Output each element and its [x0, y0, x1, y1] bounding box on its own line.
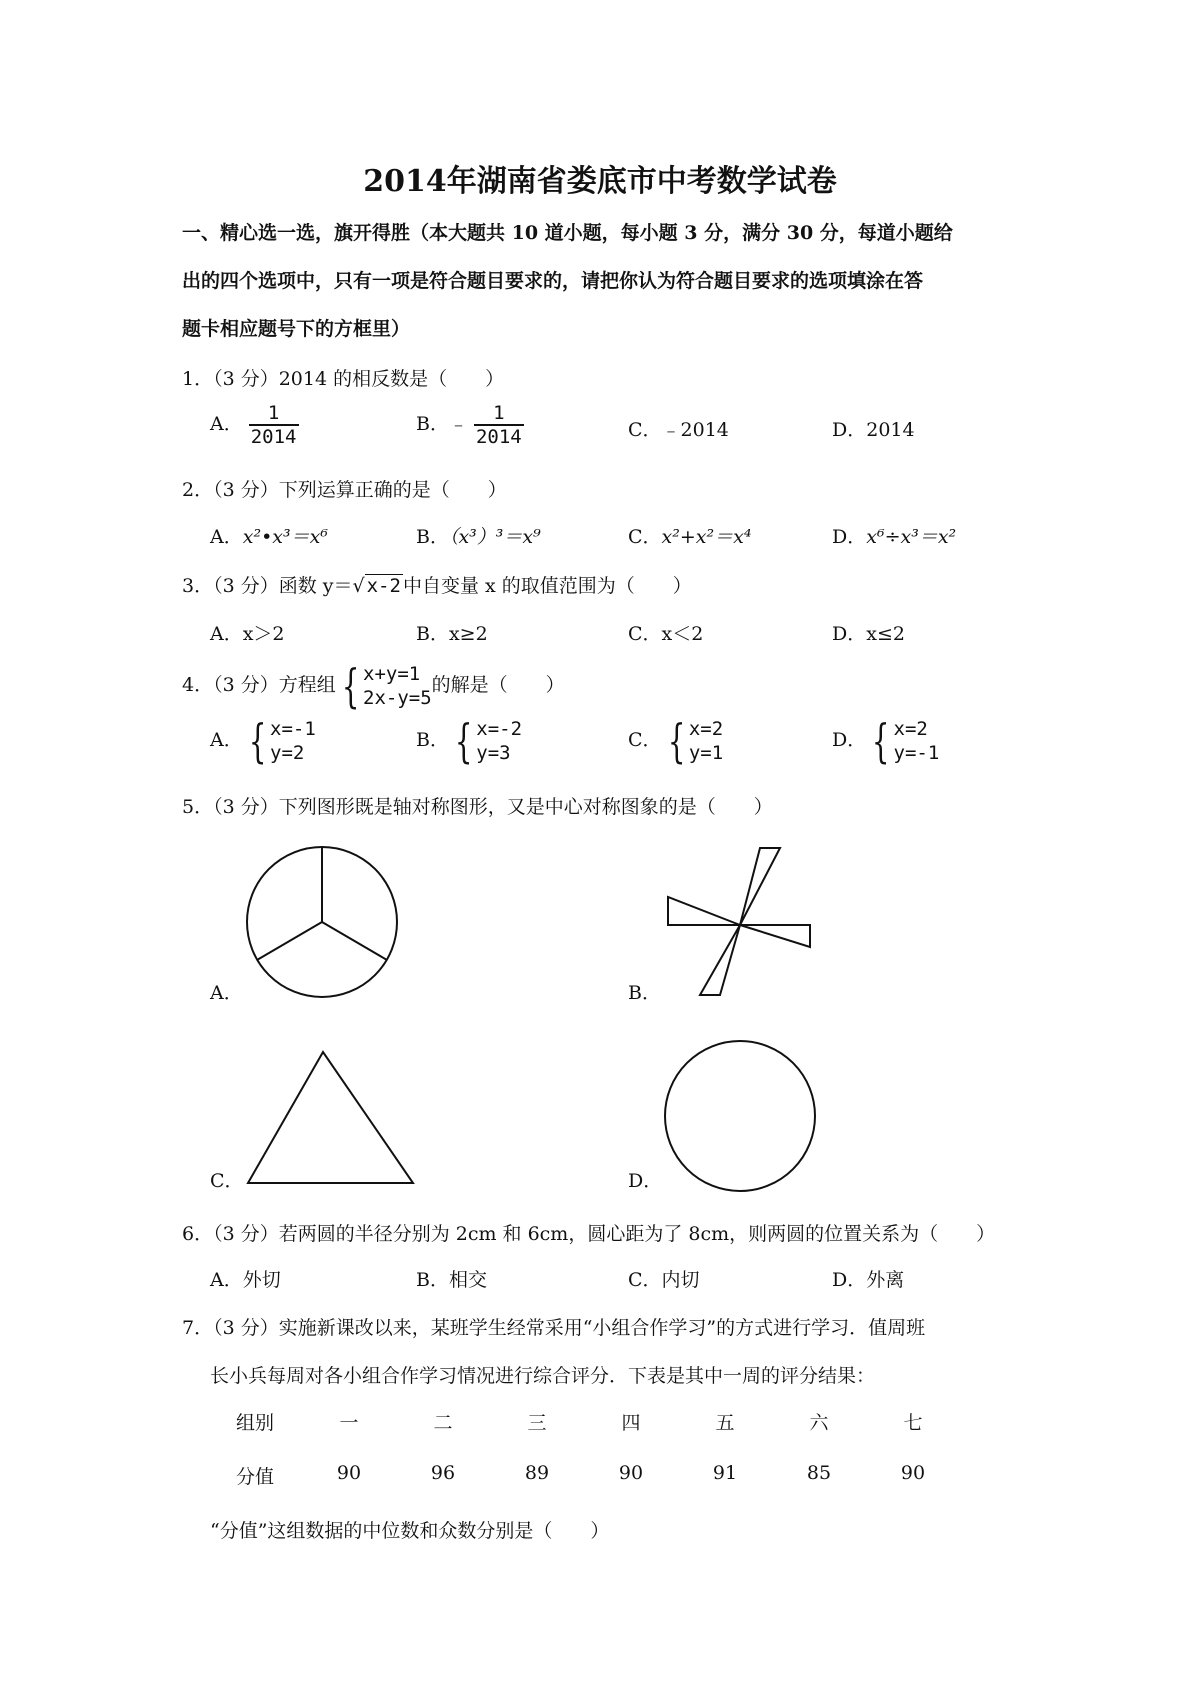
section-instructions-line2: 出的四个选项中，只有一项是符合题目要求的，请把你认为符合题目要求的选项填涂在答	[182, 270, 924, 292]
q3-option-a: A．x＞2	[210, 623, 285, 645]
score-table	[210, 1408, 950, 1508]
q6-option-b: B．相交	[416, 1269, 487, 1291]
q6-option-a: A．外切	[210, 1269, 281, 1291]
question-2: 2．（3 分）下列运算正确的是（ ）	[182, 479, 507, 501]
q3-option-d: D．x≤2	[832, 623, 905, 645]
q3-option-c: C．x＜2	[628, 623, 704, 645]
q3-radicand: x-2	[366, 575, 401, 597]
q4-option-d-label: D．	[832, 729, 867, 751]
brace-icon: {	[667, 714, 685, 768]
table-cell: 90	[618, 1462, 644, 1484]
radical-sign-icon: √	[352, 575, 365, 597]
q4-option-a-label: A．	[210, 729, 243, 751]
q2-option-c-expression: x²+x²＝x⁴	[661, 526, 752, 548]
q1-option-a-label: A．	[210, 413, 243, 435]
table-cell: 四	[621, 1412, 641, 1434]
question-7-line2: 长小兵每周对各小组合作学习情况进行综合评分．下表是其中一周的评分结果：	[210, 1365, 876, 1387]
q4-option-a-x: x=-1	[270, 718, 316, 740]
fraction-numerator: 1	[249, 402, 299, 426]
table-cell: 六	[809, 1412, 829, 1434]
q4-option-c-label: C．	[628, 729, 662, 751]
figure-a-divided-circle	[247, 847, 397, 997]
q6-option-c: C．内切	[628, 1269, 700, 1291]
question-7-prompt: “分值”这组数据的中位数和众数分别是（ ）	[210, 1520, 610, 1542]
table-cell: 90	[900, 1462, 926, 1484]
q1-option-b-sign: ﹣	[448, 413, 468, 435]
table-cell: 三	[527, 1412, 547, 1434]
table-cell: 分值	[235, 1466, 274, 1488]
q5-option-d-label: D．	[628, 1170, 663, 1192]
q1-option-d: D．2014	[832, 419, 915, 441]
q4-suffix: 的解是（ ）	[431, 674, 565, 696]
q4-option-d-x: x=2	[893, 718, 928, 740]
q2-option-b-label: B．	[416, 526, 449, 548]
q4-option-d-y: y=-1	[893, 742, 940, 764]
q2-option-b-expression: （x³）³＝x⁹	[448, 526, 541, 548]
brace-icon: {	[454, 714, 473, 768]
q2-option-a-label: A．	[210, 526, 243, 548]
question-6: 6．（3 分）若两圆的半径分别为 2cm 和 6cm，圆心距为了 8cm，则两圆的位置关系为（ ）	[182, 1223, 996, 1245]
q4-option-c-x: x=2	[688, 718, 724, 740]
q2-option-a-expression: x²•x³＝x⁶	[242, 526, 328, 548]
question-7-line1: 7．（3 分）实施新课改以来，某班学生经常采用“小组合作学习”的方式进行学习．值周班	[182, 1317, 926, 1339]
q2-option-d-expression: x⁶÷x³＝x²	[866, 526, 957, 548]
q5-option-b-label: B．	[628, 982, 661, 1004]
q4-option-b-label: B．	[416, 729, 449, 751]
q5-option-c-label: C．	[210, 1170, 244, 1192]
table-cell: 85	[806, 1462, 832, 1484]
q4-option-a-y: y=2	[270, 742, 305, 764]
table-cell: 五	[715, 1412, 735, 1434]
q1-option-b-label: B．	[416, 413, 449, 435]
q6-option-d: D．外离	[832, 1269, 905, 1291]
q4-prefix: 4．（3 分）方程组	[182, 674, 336, 696]
fraction-denominator: 2014	[475, 426, 522, 448]
page-title: 2014年湖南省娄底市中考数学试卷	[363, 164, 837, 199]
q4-equation-1: x+y=1	[363, 663, 421, 685]
section-instructions-line1: 一、精心选一选，旗开得胜（本大题共 10 道小题，每小题 3 分，满分 30 分，每道小题给	[182, 222, 953, 244]
table-cell: 91	[712, 1462, 738, 1484]
question-5: 5．（3 分）下列图形既是轴对称图形，又是中心对称图象的是（ ）	[182, 796, 773, 818]
table-cell: 组别	[235, 1412, 274, 1434]
q1-option-c: C．﹣2014	[628, 419, 729, 441]
q4-option-b-y: y=3	[476, 742, 511, 764]
table-cell: 96	[430, 1462, 456, 1484]
table-cell: 89	[524, 1462, 550, 1484]
brace-icon: {	[872, 714, 890, 768]
table-cell: 一	[339, 1412, 359, 1434]
figure-c-triangle	[248, 1052, 413, 1183]
brace-icon: {	[341, 659, 360, 713]
figure-d-circle	[665, 1041, 815, 1191]
q3-prefix: 3．（3 分）函数 y＝	[182, 575, 353, 597]
table-cell: 90	[336, 1462, 362, 1484]
table-cell: 七	[903, 1412, 923, 1434]
q3-option-b: B．x≥2	[416, 623, 488, 645]
section-instructions-line3: 题卡相应题号下的方框里）	[182, 318, 411, 340]
q4-equation-2: 2x-y=5	[363, 687, 432, 709]
q3-suffix: 中自变量 x 的取值范围为（ ）	[402, 575, 692, 597]
q5-option-a-label: A．	[210, 982, 243, 1004]
q4-option-b-x: x=-2	[476, 718, 523, 740]
q2-option-c-label: C．	[628, 526, 662, 548]
q4-option-c-y: y=1	[688, 742, 724, 764]
fraction-numerator: 1	[474, 402, 524, 426]
q2-option-d-label: D．	[832, 526, 867, 548]
fraction-denominator: 2014	[250, 426, 297, 448]
question-1: 1．（3 分）2014 的相反数是（ ）	[182, 368, 505, 390]
table-cell: 二	[433, 1412, 453, 1434]
figure-b-pinwheel	[668, 848, 810, 995]
brace-icon: {	[248, 714, 267, 768]
